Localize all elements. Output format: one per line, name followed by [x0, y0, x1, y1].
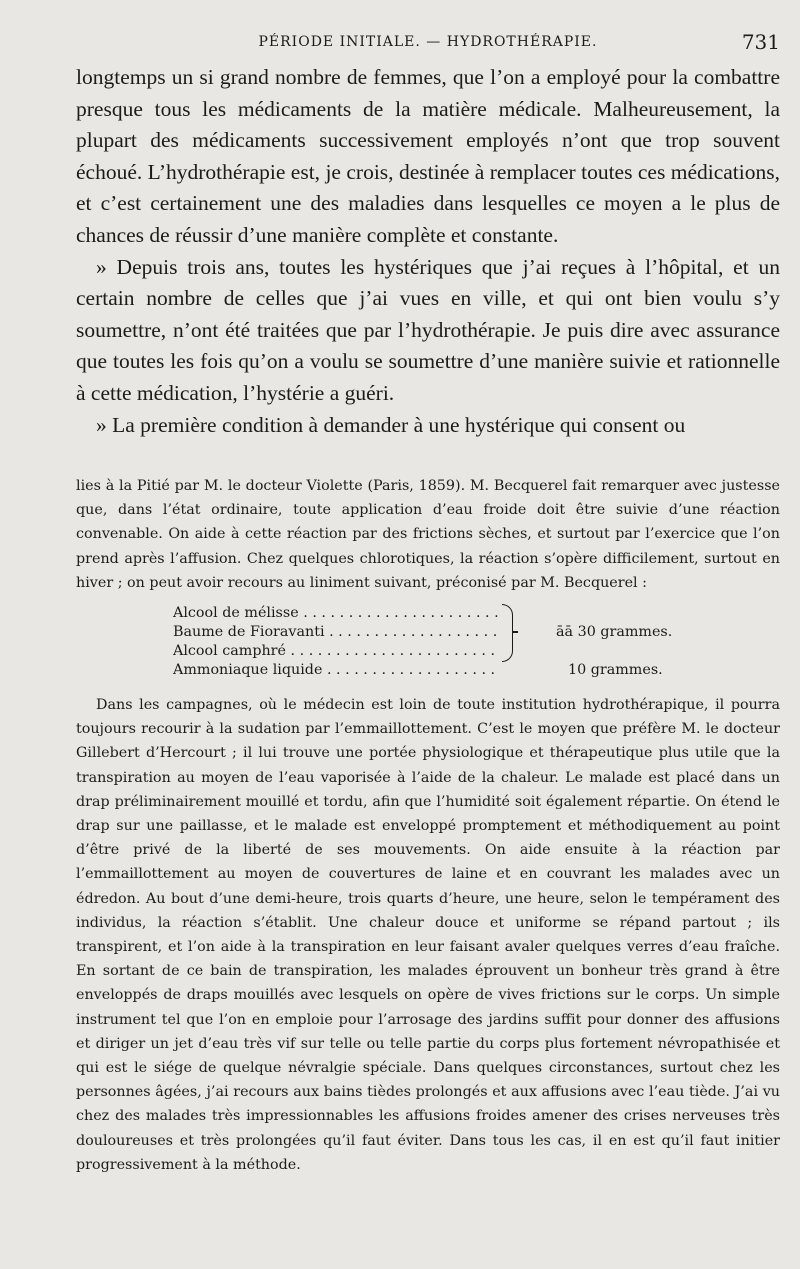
main-paragraph: » La première condition à demander à une hystérique qui consent ou — [96, 412, 686, 437]
grouped-quantity: āā 30 grammes. — [556, 624, 673, 641]
footnote-paragraph: lies à la Pitié par M. le docteur Violette (Paris, 1859). M. Becquerel fait remarquer avec justesse que, dans l’état ordinaire, toute application d’eau froide doit être suivie d’une réaction convenable. On aide à cette réaction par des frictions sèches, et surtout par l’exercice que l’on prend après l’affusion. Chez quelques chlorotiques, la réaction s’opère difficilement, surtout en hiver ; on peut avoir recours au liniment suivant, préconisé par M. Becquerel : — [76, 478, 780, 591]
liniment-formula — [173, 604, 693, 682]
grouping-brace — [502, 604, 513, 662]
page-number: 731 — [741, 30, 780, 54]
page-header — [76, 30, 780, 58]
main-paragraph: » Depuis trois ans, toutes les hystériques que j’ai reçues à l’hôpital, et un certain nombre de celles que j’ai vues en ville, et qui ont bien voulu s’y soumettre, n’ont été traitées que par l’hydrothérapie. Je puis dire avec assurance que toutes les fois qu’on a voulu se soumettre d’une manière suivie et rationnelle à cette médication, l’hystérie a guéri. — [76, 254, 780, 405]
footnote-block — [76, 474, 780, 1177]
ingredient-quantity: 10 grammes. — [568, 662, 663, 679]
ingredient-name: Ammoniaque liquide . . . — [173, 661, 498, 680]
ingredient-name: Baume de Fioravanti . . . — [173, 623, 498, 642]
running-title: PÉRIODE INITIALE. — HYDROTHÉRAPIE. — [258, 34, 598, 50]
main-text — [76, 62, 780, 441]
footnote-paragraph: Dans les campagnes, où le médecin est loin de toute institution hydrothérapique, il pourra toujours recourir à la sudation par l’emmaillottement. C’est le moyen que préfère M. le docteur Gillebert d’Hercourt ; il lui trouve une portée physiologique et thérapeutique plus utile que la transpiration au moyen de l’eau vaporisée à l’aide de la chaleur. Le malade est placé dans un drap préliminairement mouillé et tordu, afin que l’humidité soit également répartie. On étend le drap sur une paillasse, et le malade est enveloppé promptement et méthodiquement au point d’être privé de la liberté de ses mouvements. On aide ensuite à la réaction par l’emmaillottement au moyen de couvertures de laine et en couvrant les malades avec un édredon. Au bout d’une demi-heure, trois quarts d’heure, une heure, selon le tempérament des individus, la réaction s’établit. Une chaleur douce et uniforme se répand partout ; ils transpirent, et l’on aide à la transpiration en leur faisant avaler quelques verres d’eau fraîche. En sortant de ce bain de transpiration, les malades éprouvent un bonheur très grand à être enveloppés de draps mouillés avec lesquels on opère de vives frictions sur le corps. Un simple instrument tel que l’on en emploie pour l’arrosage des jardins suffit pour donner des affusions et diriger un jet d’eau très vif sur telle ou telle partie du corps plus fortement névropathisée et qui est le siége de quelque névralgie spéciale. Dans quelques circonstances, surtout chez les personnes âgées, j’ai recours aux bains tièdes prolongés et aux affusions avec l’eau tiède. J’ai vu chez des malades très impressionnables les affusions froides amener des crises nerveuses très douloureuses et très prolongées qu’il faut éviter. Dans tous les cas, il en est qu’il faut initier progressivement à la méthode. — [76, 697, 780, 1173]
ingredient-name: Alcool de mélisse . . . — [173, 604, 498, 623]
main-paragraph: longtemps un si grand nombre de femmes, que l’on a employé pour la combattre presque tous les médicaments de la matière médicale. Malheureusement, la plupart des médicaments successivement employés n’ont que trop souvent échoué. L’hydrothérapie est, je crois, destinée à remplacer toutes ces médications, et c’est certainement une des maladies dans lesquelles ce moyen a le plus de chances de réussir d’une manière complète et constante. — [76, 65, 780, 247]
ingredient-name: Alcool camphré . . . — [173, 642, 498, 661]
